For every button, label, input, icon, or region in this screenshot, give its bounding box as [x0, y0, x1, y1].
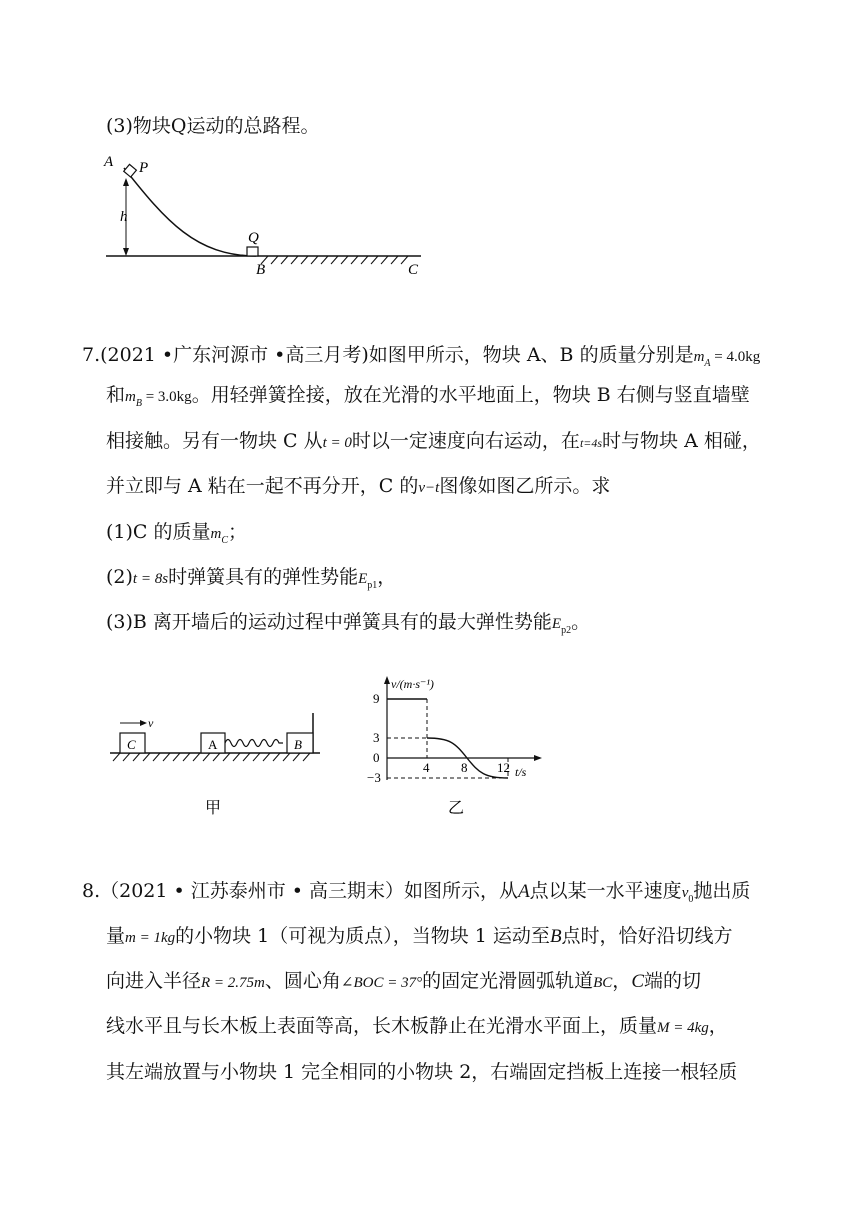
label-B: B [256, 262, 266, 278]
x-axis-label: t/s [515, 765, 527, 779]
q7-part3: (3)B 离开墙后的运动过程中弹簧具有的最大弹性势能$E_{p2}$。 [106, 611, 591, 636]
q7-line2: 和$m_B = 3.0kg$。用轻弹簧拴接，放在光滑的水平地面上，物块 B 右侧与竖直墙壁 [106, 384, 750, 409]
q7-line4: 并立即与 A 粘在一起不再分开，C 的v−t图像如图乙所示。求 [106, 475, 611, 497]
q7-part1: (1)C 的质量$m_C$； [106, 521, 248, 546]
caption-yi: 乙 [448, 800, 465, 817]
label-h: h [120, 209, 128, 225]
xtick-12: 12 [497, 760, 510, 775]
block-B-label: B [294, 737, 302, 752]
caption-jia: 甲 [205, 800, 222, 817]
ytick-0: 0 [373, 750, 380, 765]
q6-part3: (3)物块Q运动的总路程。 [106, 115, 320, 137]
q8-line2: 量m = 1kg的小物块 1（可视为质点），当物块 1 运动至B点时，恰好沿切线方 [106, 925, 733, 947]
label-A: A [104, 154, 114, 170]
q8-line4: 线水平且与长木板上表面等高，长木板静止在光滑水平面上，质量M = 4kg， [106, 1015, 728, 1037]
q7-line1: 7.(2021 •广东河源市 •高三月考)如图甲所示，物块 A、B 的质量分别是$m_A = 4.0kg$ [82, 344, 761, 369]
q7-part2: (2)t = 8s时弹簧具有的弹性势能$E_{p1}$， [106, 566, 397, 591]
q7-figure-jia [105, 705, 330, 820]
ytick-3: 3 [373, 730, 380, 745]
ytick-neg3: −3 [367, 770, 381, 785]
label-C: C [408, 262, 419, 278]
label-P: P [139, 160, 149, 176]
q7-figure-yi [355, 668, 550, 823]
q7-line3: 相接触。另有一物块 C 从t = 0时以一定速度向右运动，在t=4s时与物块 A 相碰， [106, 430, 761, 452]
q8-line3: 向进入半径R = 2.75m、圆心角∠BOC = 37°的固定光滑圆弧轨道BC，C端的切 [106, 970, 702, 992]
xtick-8: 8 [461, 760, 468, 775]
block-C-label: C [127, 737, 136, 752]
velocity-label: v [148, 716, 154, 730]
q6-figure [96, 146, 436, 280]
q8-line5: 其左端放置与小物块 1 完全相同的小物块 2，右端固定挡板上连接一根轻质 [106, 1061, 738, 1083]
block-A-label: A [208, 737, 218, 752]
y-axis-label: v/(m·s⁻¹) [391, 677, 434, 691]
ytick-9: 9 [373, 691, 380, 706]
xtick-4: 4 [423, 760, 430, 775]
q8-line1: 8.（2021 • 江苏泰州市 • 高三期末）如图所示，从A点以某一水平速度$v_0$抛出质 [82, 880, 751, 905]
label-Q: Q [248, 230, 259, 246]
